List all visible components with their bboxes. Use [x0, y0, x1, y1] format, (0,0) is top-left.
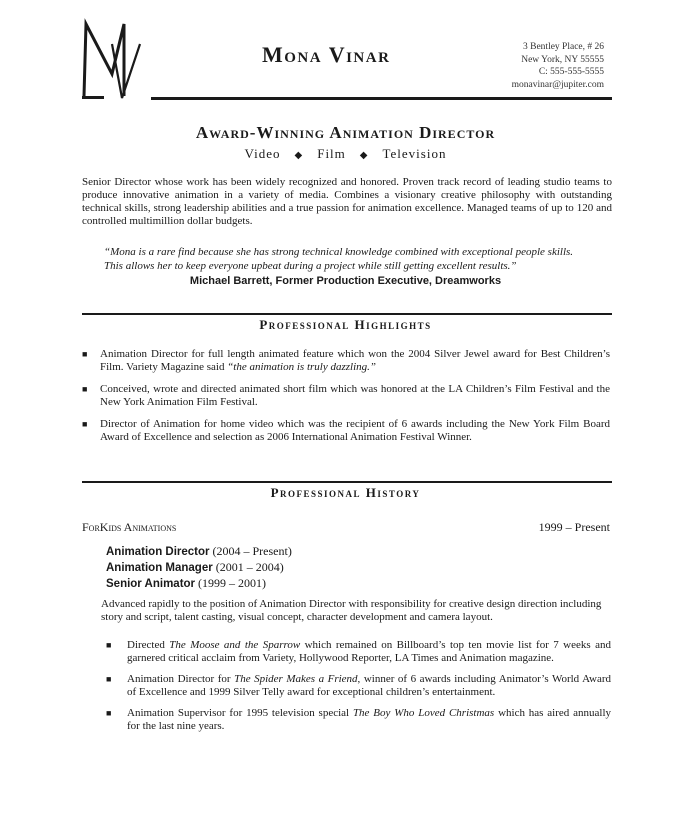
list-item: ■ Director of Animation for home video which was the recipient of 6 awards including the New York Film Board Award of Excellence and selection as 2006 International Animation Festival Winner.: [82, 418, 610, 443]
list-item: ■ Animation Director for full length animated feature which won the 2004 Silver Jewel award for Best Children’s Film. Variety Magazine said “the animation is truly dazzling.”: [82, 348, 610, 373]
diamond-icon: ◆: [294, 150, 304, 161]
summary-paragraph: Senior Director whose work has been widely recognized and honored. Proven track record of leading studio teams to produce innovative animation in a variety of media. Combines a visionary creative philosophy with outstanding technical skills, strong leadership abilities and a true passion for animation excellence. Managed teams of up to 120 and controlled multimillion dollar budgets.: [82, 176, 612, 227]
section-heading-history: Professional History: [270, 485, 421, 500]
diamond-icon: ◆: [359, 150, 369, 161]
contact-phone: C: 555-555-5555: [538, 67, 604, 77]
history-description: Advanced rapidly to the position of Animation Director with responsibility for creative design direction including story and script, talent casting, visual concept, character development and camera layout.: [101, 598, 602, 623]
square-bullet-icon: ■: [106, 640, 112, 650]
square-bullet-icon: ■: [106, 674, 112, 684]
list-item: ■ Conceived, wrote and directed animated short film which was honored at the LA Children’s Film Festival and the New York Animation Film Festival.: [82, 383, 610, 408]
role-entry: Animation Manager (2001 – 2004): [106, 560, 284, 574]
contact-address-line1: 3 Bentley Place, # 26: [523, 42, 604, 52]
contact-block: [512, 41, 604, 91]
list-item: ■ Animation Director for The Spider Makes a Friend, winner of 6 awards including Animator’s World Award of Excellence and 1999 Silver Telly award for exceptional children’s entertainment.: [106, 673, 612, 698]
subtitle-item: Film: [317, 146, 346, 161]
subtitle-item: Video: [244, 146, 281, 161]
list-item: ■ Directed The Moose and the Sparrow which remained on Billboard’s top ten movie list for 7 weeks and garnered critical acclaim from Variety, Hollywood Reporter, LA Times and Animation magazine.: [106, 639, 611, 664]
resume-title: Award-Winning Animation Director: [195, 123, 496, 142]
candidate-name: Mona Vinar: [262, 42, 391, 67]
square-bullet-icon: ■: [106, 708, 112, 718]
contact-email: monavinar@jupiter.com: [511, 79, 604, 90]
employment-dates: 1999 – Present: [538, 520, 610, 534]
role-entry: Senior Animator (1999 – 2001): [106, 576, 267, 590]
role-entry: Animation Director (2004 – Present): [106, 544, 292, 558]
company-name: ForKids Animations: [82, 520, 177, 534]
monogram-underline: [82, 96, 104, 99]
header-rule: [151, 97, 612, 100]
roles-list: [106, 544, 292, 592]
testimonial-attribution: Michael Barrett, Former Production Executive, Dreamworks: [189, 275, 502, 287]
resume-subtitle: [0, 146, 691, 162]
testimonial-quote: “Mona is a rare find because she has strong technical knowledge combined with exceptional people skills. This allows her to keep everyone upbeat during a project while still getting excellent results.”: [104, 246, 574, 272]
list-item: ■ Animation Supervisor for 1995 television special The Boy Who Loved Christmas which has aired annually for the last nine years.: [106, 707, 612, 732]
square-bullet-icon: ■: [82, 419, 88, 429]
section-divider: [82, 313, 612, 315]
contact-address-line2: New York, NY 55555: [521, 54, 604, 65]
subtitle-item: Television: [382, 146, 447, 161]
monogram-logo: [78, 14, 148, 104]
square-bullet-icon: ■: [82, 384, 88, 394]
section-divider: [82, 481, 612, 483]
highlights-list: [82, 348, 610, 453]
square-bullet-icon: ■: [82, 349, 88, 359]
history-achievements-list: [106, 639, 611, 741]
section-heading-highlights: Professional Highlights: [259, 317, 432, 332]
